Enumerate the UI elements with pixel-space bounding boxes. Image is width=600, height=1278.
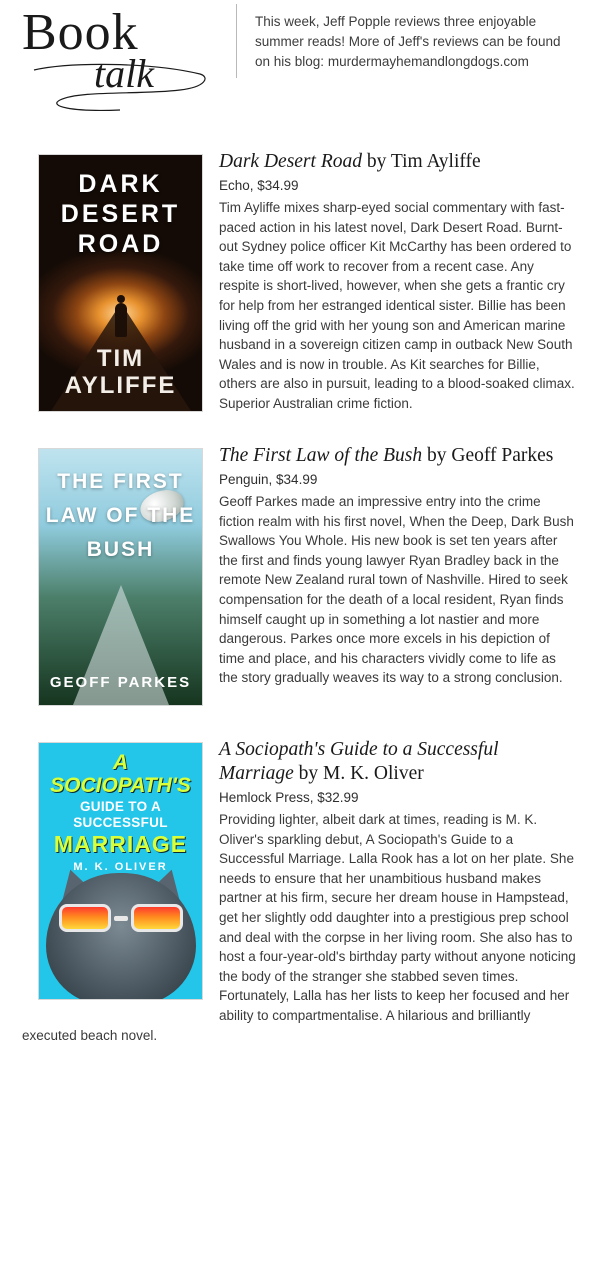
cover-title-text: THE FIRST LAW OF THE BUSH: [45, 470, 196, 561]
review-title-author: by Geoff Parkes: [422, 445, 554, 466]
review-title-book: Dark Desert Road: [219, 151, 362, 172]
cover-figure-silhouette: [115, 303, 127, 337]
logo-word-book: Book: [22, 4, 139, 61]
book-cover-image: [38, 154, 203, 412]
sunglasses-lens-right: [131, 904, 183, 932]
review-item: [22, 150, 578, 418]
cover-author-text: TIM AYLIFFE: [64, 345, 177, 399]
sunglasses-bridge: [114, 916, 128, 921]
cover-title-text: DARK DESERT ROAD: [60, 170, 181, 258]
review-title-book: A Sociopath's Guide to a Successful Marriage: [219, 739, 499, 784]
cover-sunglasses-icon: [59, 903, 183, 933]
masthead-intro: [236, 4, 578, 78]
review-item: [22, 738, 578, 1045]
review-publisher-price: Echo, $34.99: [219, 178, 299, 193]
cover-author-text: M. K. OLIVER: [73, 861, 168, 873]
review-publisher-price: Penguin, $34.99: [219, 472, 318, 487]
masthead: [22, 0, 578, 124]
sunglasses-lens-left: [59, 904, 111, 932]
cover-title-line2: GUIDE TO A SUCCESSFUL: [73, 799, 168, 830]
blog-url: murdermayhemandlongdogs.com: [327, 54, 529, 69]
review-title-author: by M. K. Oliver: [293, 763, 424, 784]
logo-word-talk: talk: [94, 51, 154, 96]
book-cover-image: [38, 742, 203, 1000]
intro-text: This week, Jeff Popple reviews three enjoyable summer reads! More of Jeff's reviews can be found on his blog:: [255, 14, 561, 69]
review-body-text: Geoff Parkes made an impressive entry into the crime fiction realm with his first novel, When the Deep, Dark Bush Swallows You Whole. His new book is set ten years after the first and finds young lawyer Ryan Bradley back in the remote New Zealand rural town of Nashville. Hired to seek compensation for the death of a local resident, Ryan finds himself caught up in something a lot nastier and more dangerous. Parkes once more excels in his depiction of time and place, and his characters vividly come to life as the story gradually weaves its way to a strong conclusion.: [219, 494, 574, 686]
review-title-author: by Tim Ayliffe: [361, 151, 481, 172]
book-talk-logo: [22, 4, 222, 94]
cover-cat-illustration: [46, 873, 196, 1000]
cover-author-text: GEOFF PARKES: [49, 674, 192, 691]
cover-title-line3: MARRIAGE: [53, 831, 188, 857]
book-cover-image: [38, 448, 203, 706]
review-body-text: Providing lighter, albeit dark at times, reading is M. K. Oliver's sparkling debut, A Sociopath's Guide to a Successful Marriage. Lalla Rook has a lot on her plate. She needs to ensure that her unambitious husband makes partner at his firm, secure her dream house in Hampstead, get her slightly odd daughter into a prestigious prep school and deal with the corpse in her living room. She also has to host a four-year-old's birthday party without anyone noticing the body of the stranger she stabbed seven times. Fortunately, Lalla has her lists to keep her focused and her ability to compartmentalise. A hilarious and brilliantly executed beach novel.: [22, 812, 576, 1043]
review-body-text: Tim Ayliffe mixes sharp-eyed social commentary with fast-paced action in his latest novel, Dark Desert Road. Burnt-out Sydney police officer Kit McCarthy has been ordered to take time off work to recover from a recent case. Any respite is short-lived, however, when she gets a frantic cry for help from her estranged identical sister. Billie has been living off the grid with her young son and American marine husband in a sovereign citizen camp in outback New South Wales and is now in trouble. As Kit searches for Billie, others are also in pursuit, leading to a blood-soaked climax. Superior Australian crime fiction.: [219, 200, 575, 411]
cover-title-line1: A SOCIOPATH'S: [50, 751, 191, 797]
review-publisher-price: Hemlock Press, $32.99: [219, 790, 359, 805]
review-item: [22, 444, 578, 712]
review-title-book: The First Law of the Bush: [219, 445, 423, 466]
